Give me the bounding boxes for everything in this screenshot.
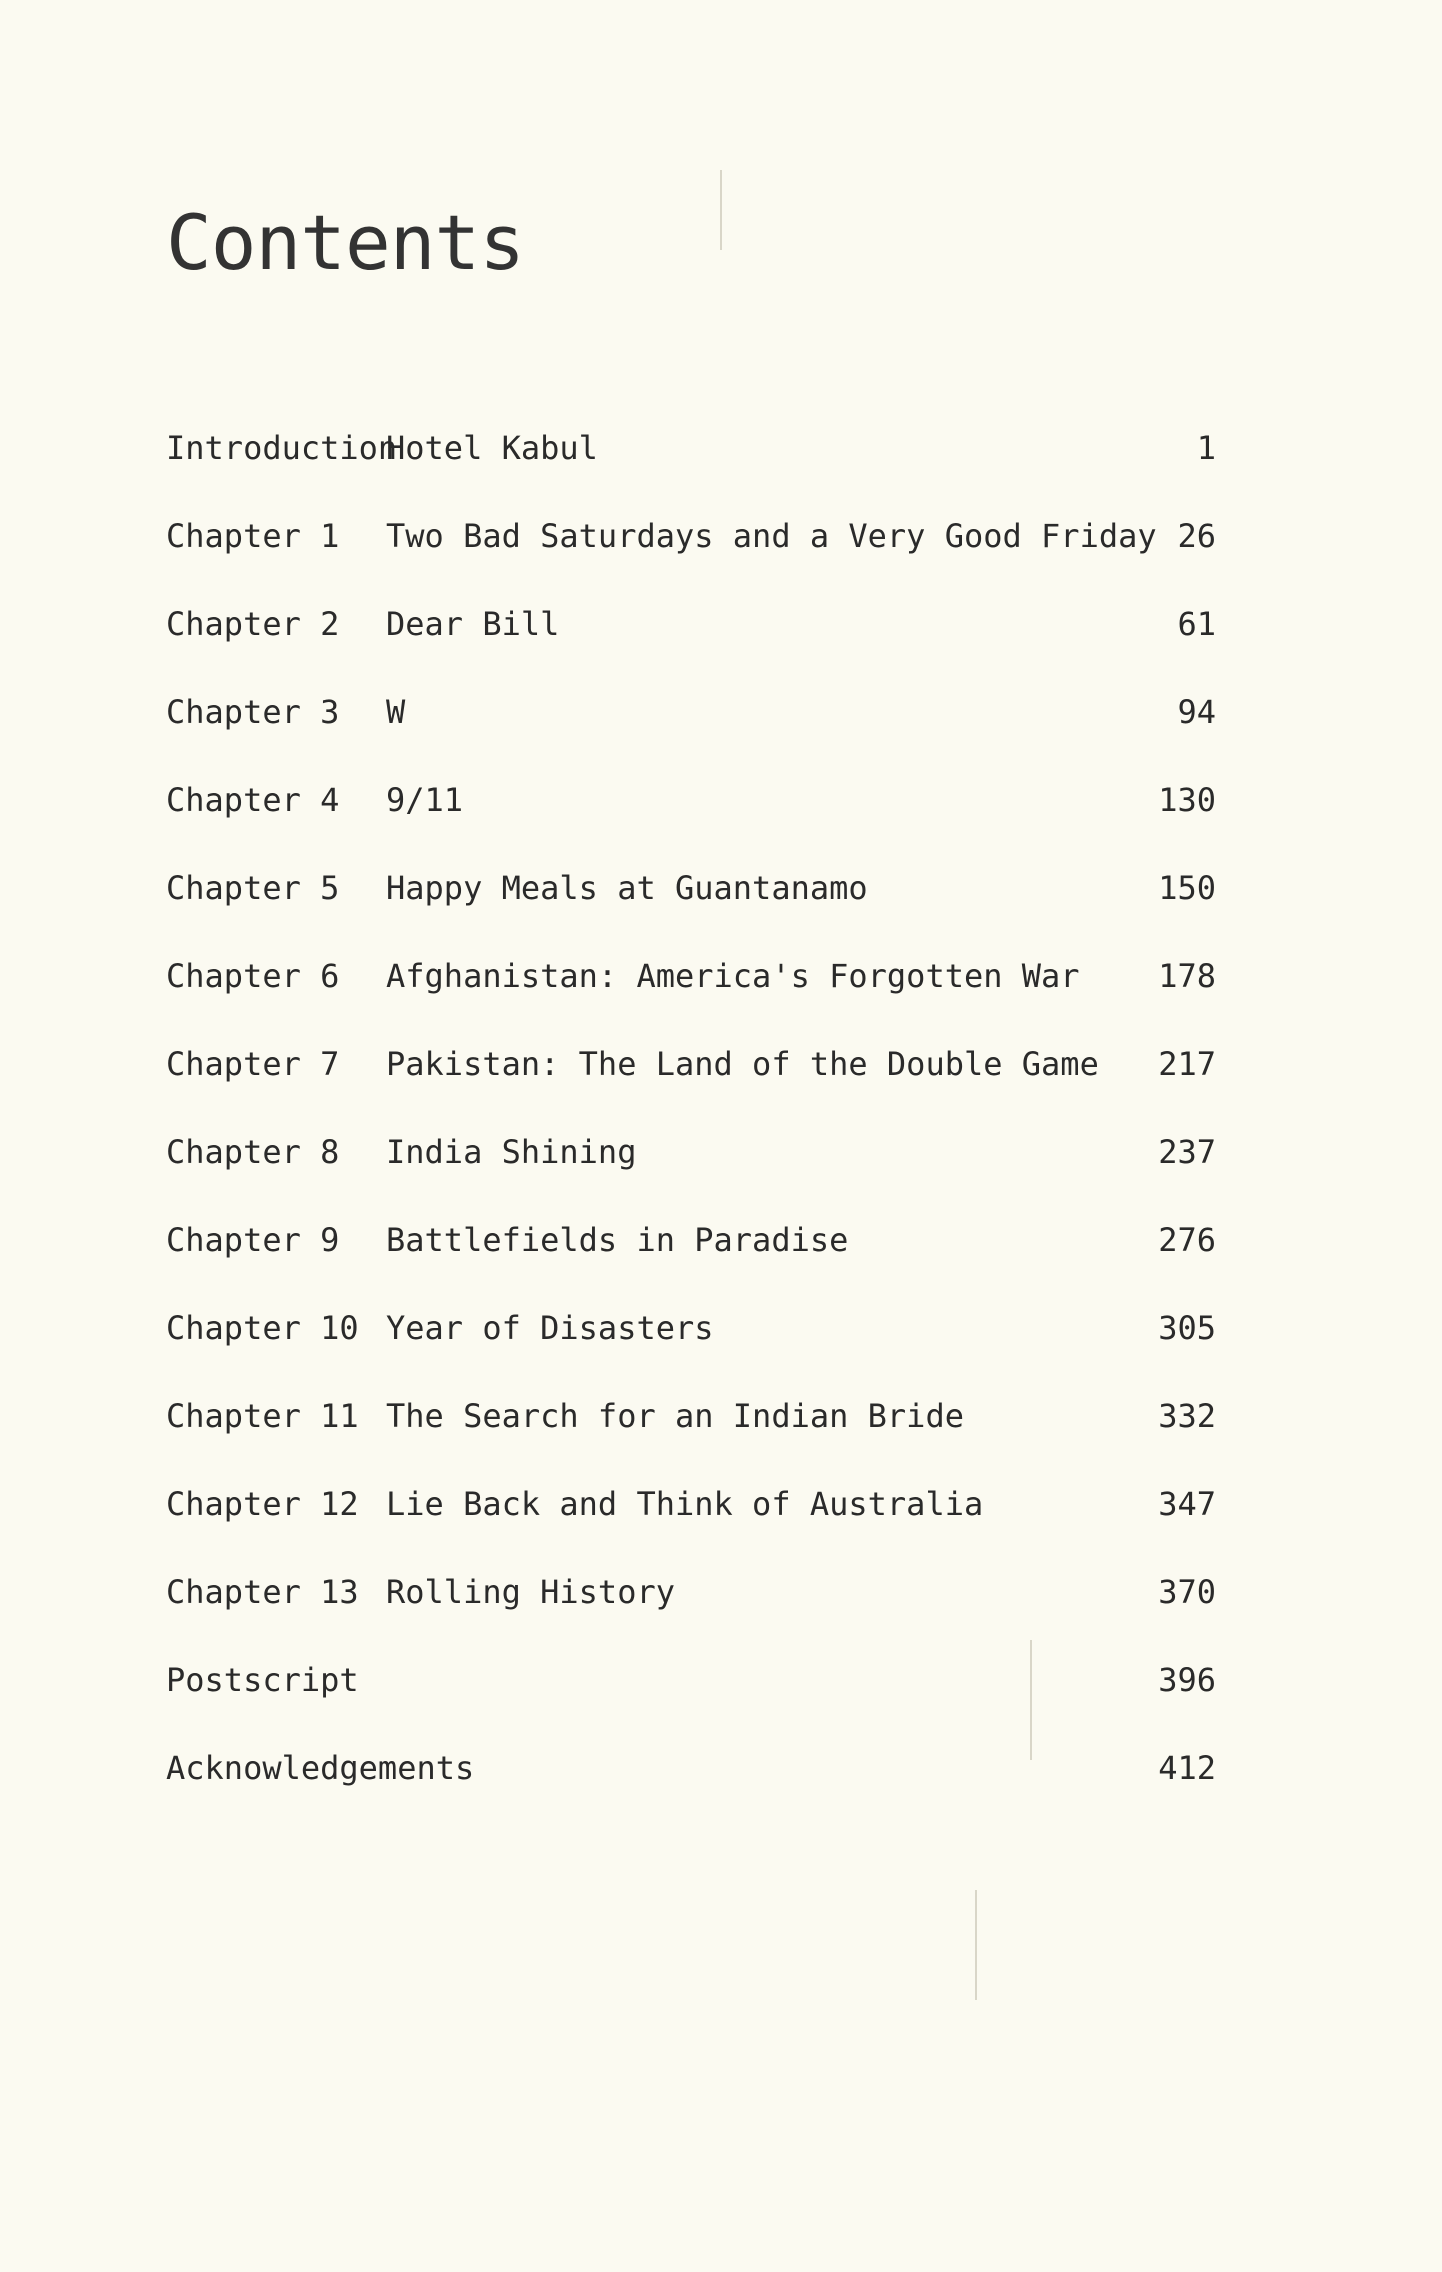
entry-page-number: 61 xyxy=(1177,605,1216,643)
toc-entry-chapter-13[interactable] xyxy=(166,1564,1216,1652)
table-of-contents xyxy=(166,420,1216,1828)
entry-page-number: 412 xyxy=(1158,1749,1216,1787)
toc-entry-chapter-5[interactable] xyxy=(166,860,1216,948)
toc-entry-introduction[interactable] xyxy=(166,420,1216,508)
toc-entry-chapter-2[interactable] xyxy=(166,596,1216,684)
entry-label: Chapter 7 xyxy=(166,1045,340,1083)
toc-entry-chapter-3[interactable] xyxy=(166,684,1216,772)
entry-page-number: 217 xyxy=(1158,1045,1216,1083)
entry-page-number: 1 xyxy=(1196,429,1216,467)
entry-page-number: 150 xyxy=(1158,869,1216,907)
entry-label: Chapter 3 xyxy=(166,693,340,731)
paper-speck xyxy=(975,1890,977,2000)
entry-title: Year of Disasters xyxy=(386,1309,714,1347)
toc-entry-chapter-11[interactable] xyxy=(166,1388,1216,1476)
toc-entry-postscript[interactable] xyxy=(166,1652,1216,1740)
entry-page-number: 370 xyxy=(1158,1573,1216,1611)
entry-page-number: 94 xyxy=(1177,693,1216,731)
entry-label: Chapter 13 xyxy=(166,1573,359,1611)
toc-entry-chapter-1[interactable] xyxy=(166,508,1216,596)
entry-title: Happy Meals at Guantanamo xyxy=(386,869,868,907)
entry-title: Rolling History xyxy=(386,1573,675,1611)
toc-entry-chapter-6[interactable] xyxy=(166,948,1216,1036)
toc-entry-chapter-8[interactable] xyxy=(166,1124,1216,1212)
toc-entry-chapter-12[interactable] xyxy=(166,1476,1216,1564)
entry-page-number: 237 xyxy=(1158,1133,1216,1171)
entry-page-number: 26 xyxy=(1177,517,1216,555)
entry-title: Two Bad Saturdays and a Very Good Friday xyxy=(386,517,1157,555)
entry-title: Battlefields in Paradise xyxy=(386,1221,849,1259)
page-title: Contents xyxy=(166,198,525,287)
entry-title: Dear Bill xyxy=(386,605,560,643)
entry-title: Pakistan: The Land of the Double Game xyxy=(386,1045,1099,1083)
entry-label: Chapter 2 xyxy=(166,605,340,643)
entry-title: Lie Back and Think of Australia xyxy=(386,1485,984,1523)
paper-speck xyxy=(720,170,722,250)
entry-title: The Search for an Indian Bride xyxy=(386,1397,964,1435)
toc-entry-chapter-4[interactable] xyxy=(166,772,1216,860)
entry-page-number: 178 xyxy=(1158,957,1216,995)
entry-label: Chapter 10 xyxy=(166,1309,359,1347)
entry-label: Chapter 11 xyxy=(166,1397,359,1435)
entry-title: Afghanistan: America's Forgotten War xyxy=(386,957,1080,995)
entry-label: Chapter 4 xyxy=(166,781,340,819)
entry-page-number: 332 xyxy=(1158,1397,1216,1435)
entry-label: Chapter 6 xyxy=(166,957,340,995)
entry-label: Postscript xyxy=(166,1661,359,1699)
entry-title: 9/11 xyxy=(386,781,464,819)
toc-entry-chapter-9[interactable] xyxy=(166,1212,1216,1300)
toc-entry-chapter-10[interactable] xyxy=(166,1300,1216,1388)
entry-page-number: 276 xyxy=(1158,1221,1216,1259)
entry-page-number: 396 xyxy=(1158,1661,1216,1699)
entry-label: Chapter 5 xyxy=(166,869,340,907)
toc-entry-acknowledgements[interactable] xyxy=(166,1740,1216,1828)
entry-title: India Shining xyxy=(386,1133,637,1171)
entry-title: W xyxy=(386,693,406,731)
entry-page-number: 347 xyxy=(1158,1485,1216,1523)
entry-label: Chapter 1 xyxy=(166,517,340,555)
entry-label: Chapter 12 xyxy=(166,1485,359,1523)
entry-label: Acknowledgements xyxy=(166,1749,475,1787)
toc-entry-chapter-7[interactable] xyxy=(166,1036,1216,1124)
entry-page-number: 130 xyxy=(1158,781,1216,819)
entry-page-number: 305 xyxy=(1158,1309,1216,1347)
entry-label: Chapter 8 xyxy=(166,1133,340,1171)
entry-label: Chapter 9 xyxy=(166,1221,340,1259)
entry-title: Hotel Kabul xyxy=(386,429,598,467)
entry-label: Introduction xyxy=(166,429,398,467)
